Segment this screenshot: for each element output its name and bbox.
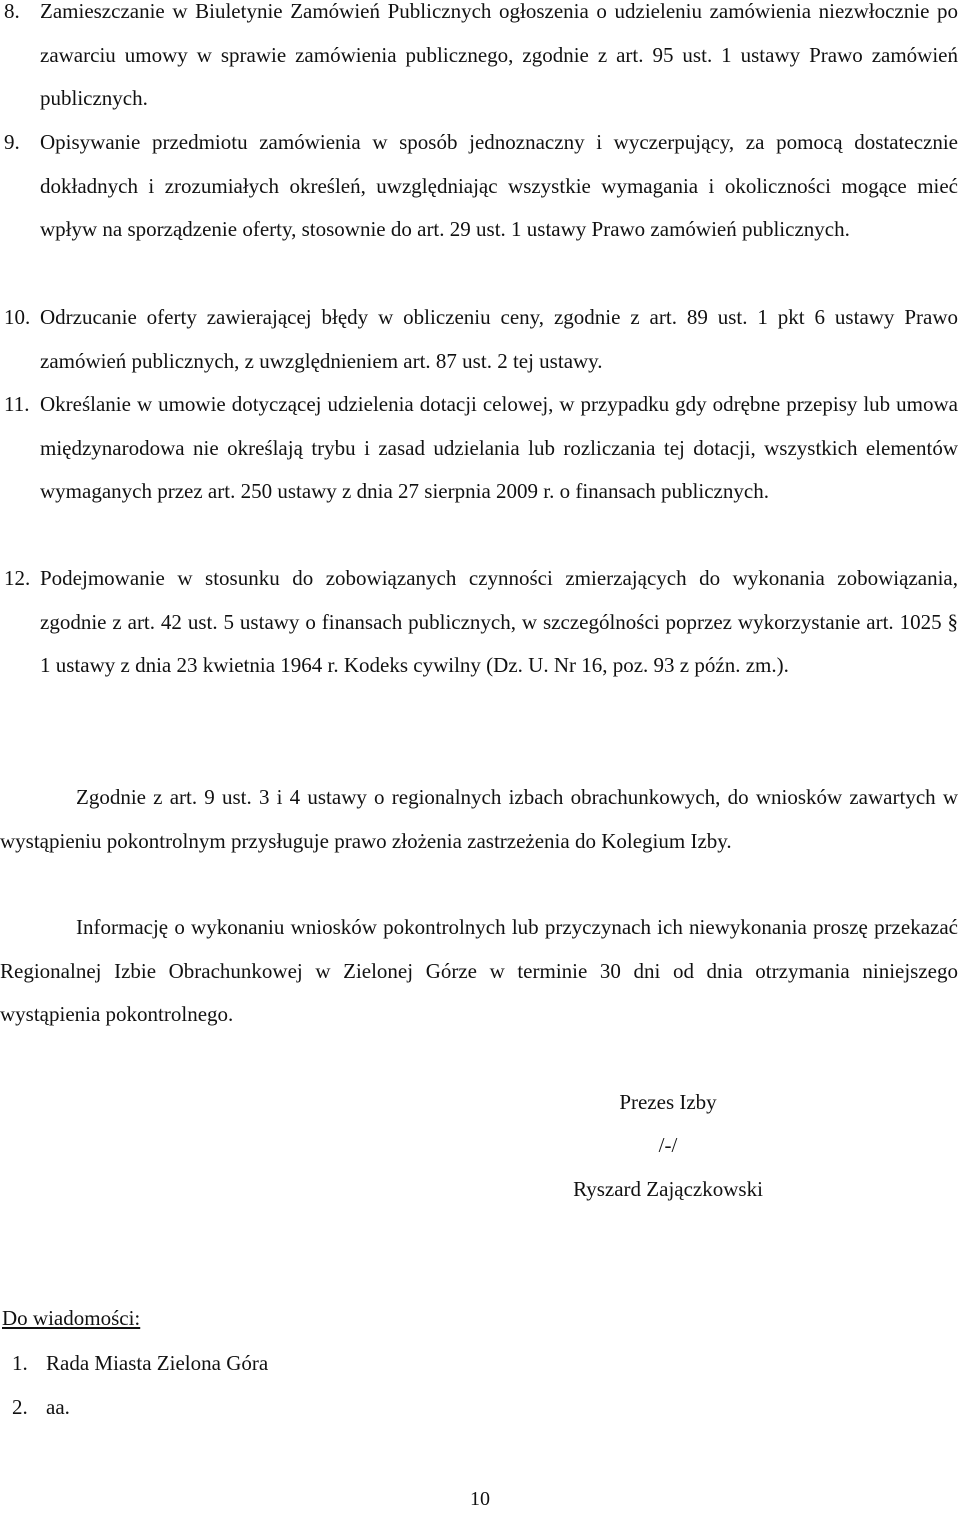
page-number: 10 (470, 1488, 490, 1510)
list-item (0, 557, 958, 688)
list-item (0, 296, 958, 383)
list-item-number: 9. (4, 130, 20, 154)
list-item (0, 121, 958, 252)
objections-paragraph: Zgodnie z art. 9 ust. 3 i 4 ustawy o regionalnych izbach obrachunkowych, do wniosków zawartych w wystąpieniu pokontrolnym przysługuje prawo złożenia zastrzeżenia do Kolegium Izby. (0, 785, 958, 853)
recipient-text: Rada Miasta Zielona Góra (46, 1351, 269, 1375)
report-paragraph: Informację o wykonaniu wniosków pokontrolnych lub przyczynach ich niewykonania proszę przekazać Regionalnej Izbie Obrachunkowej w Zielonej Górze w terminie 30 dni od dnia otrzymania niniejszego wystąpienia pokontrolnego. (0, 915, 958, 1027)
list-item-text: Określanie w umowie dotyczącej udzielenia dotacji celowej, w przypadku gdy odrębne przepisy lub umowa międzynarodowa nie określają trybu i zasad udzielania lub rozliczania tej dotacji, wszystkich elementów wymaganych przez art. 250 ustawy z dnia 27 sierpnia 2009 r. o finansach publicznych. (40, 392, 958, 504)
list-item-number: 11. (4, 392, 30, 416)
list-item (0, 0, 958, 121)
list-item-text: Odrzucanie oferty zawierającej błędy w obliczeniu ceny, zgodnie z art. 89 ust. 1 pkt 6 ustawy Prawo zamówień publicznych, z uwzględnieniem art. 87 ust. 2 tej ustawy. (40, 305, 958, 373)
list-item-number: 10. (4, 305, 31, 329)
recipient-number: 1. (12, 1351, 28, 1375)
recipient-text: aa. (46, 1395, 70, 1419)
list-item-text: Zamieszczanie w Biuletynie Zamówień Publicznych ogłoszenia o udzieleniu zamówienia niezwłocznie po zawarciu umowy w sprawie zamówienia publicznego, zgodnie z art. 95 ust. 1 ustawy Prawo zamówień publicznych. (40, 0, 958, 111)
list-item-number: 12. (4, 566, 31, 590)
list-item-text: Podejmowanie w stosunku do zobowiązanych czynności zmierzających do wykonania zobowiązania, zgodnie z art. 42 ust. 5 ustawy o finansach publicznych, w szczególności poprzez wykorzystanie art. 1025 § 1 ustawy z dnia 23 kwietnia 1964 r. Kodeks cywilny (Dz. U. Nr 16, poz. 93 z późn. zm.). (40, 566, 958, 678)
signature-title: Prezes Izby (619, 1090, 717, 1114)
recipients-heading: Do wiadomości: (2, 1306, 141, 1330)
list-item-text: Opisywanie przedmiotu zamówienia w sposób jednoznaczny i wyczerpujący, za pomocą dostatecznie dokładnych i zrozumiałych określeń, uwzględniając wszystkie wymagania i okoliczności mogące mieć wpływ na sporządzenie oferty, stosownie do art. 29 ust. 1 ustawy Prawo zamówień publicznych. (40, 130, 958, 242)
signature-mark: /-/ (658, 1133, 678, 1157)
signature-name: Ryszard Zajączkowski (573, 1177, 763, 1201)
list-item (0, 383, 958, 514)
recipient-number: 2. (12, 1395, 28, 1419)
list-item-number: 8. (4, 0, 20, 23)
